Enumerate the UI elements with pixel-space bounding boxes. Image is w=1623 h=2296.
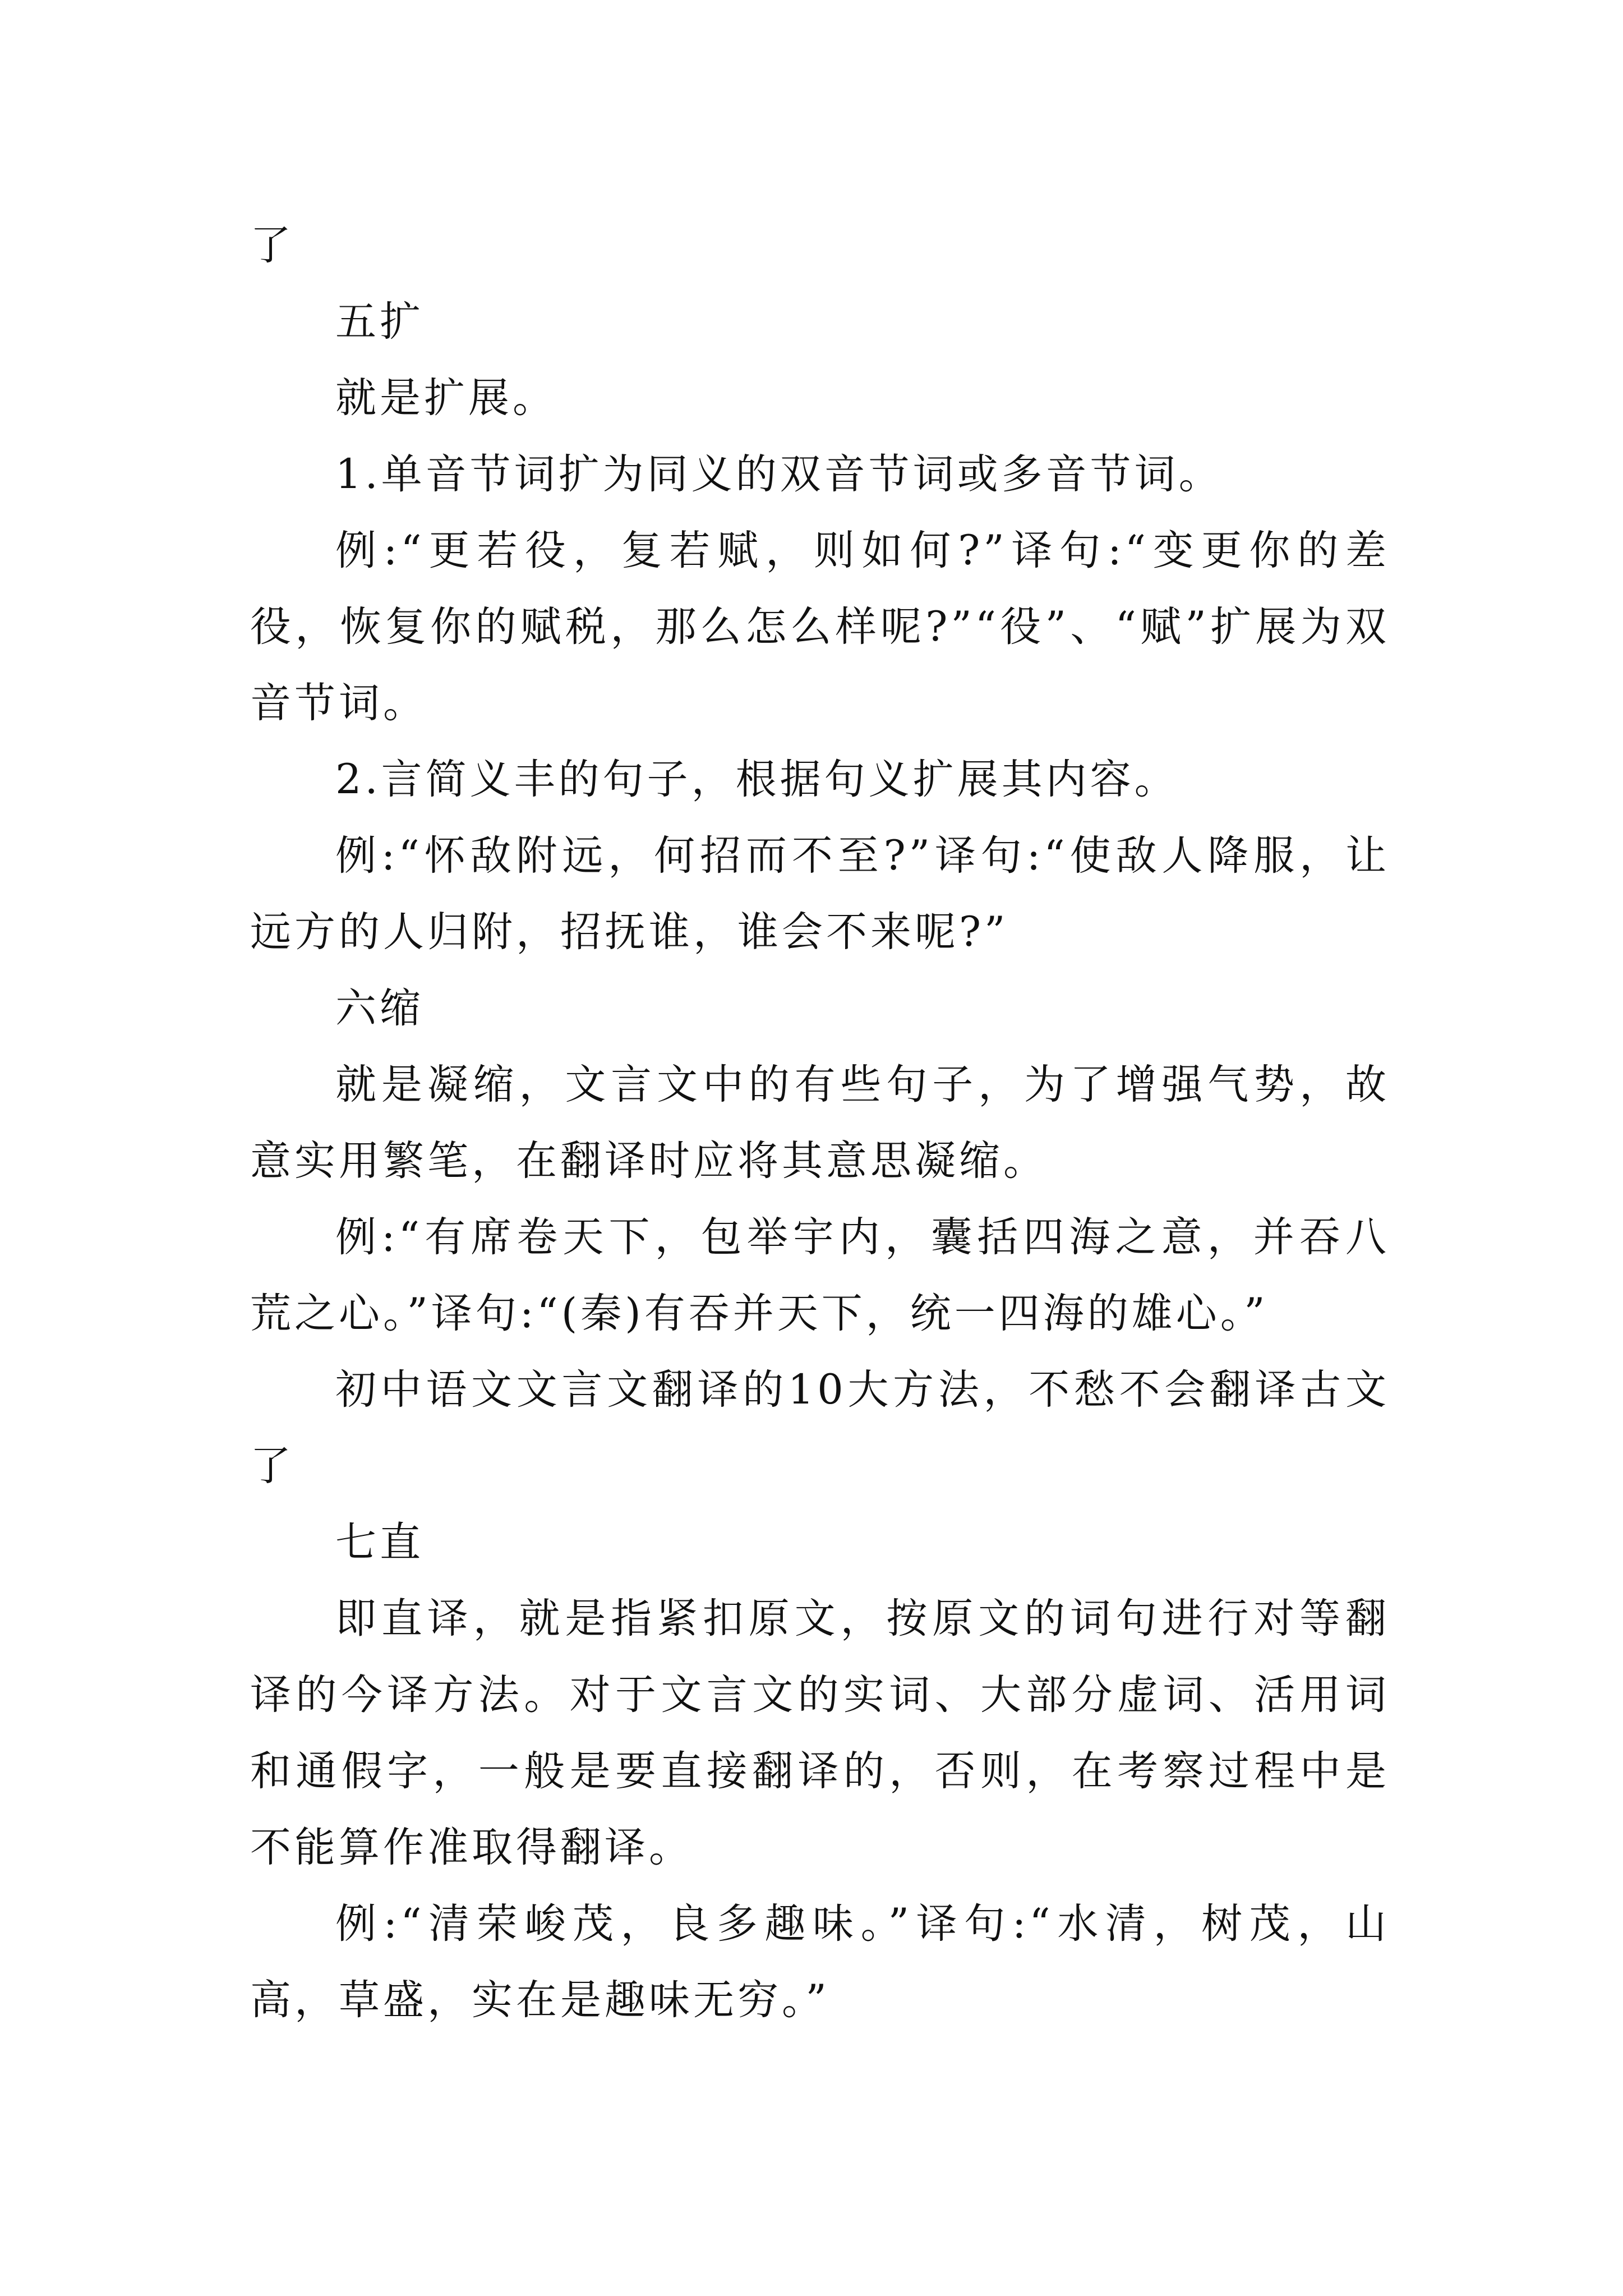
paragraph-definition: 就是扩展。 — [335, 374, 557, 422]
section-heading-wu-kuo: 五扩 — [335, 298, 424, 346]
paragraph-example: 例:“有席卷天下，包举宇内，囊括四海之意，并吞八荒之心。”译句:“(秦)有吞并天下，统一四海的雄心。” — [250, 1213, 1390, 1337]
document-body — [250, 208, 1390, 2039]
section-heading-liu-suo: 六缩 — [335, 984, 424, 1032]
paragraph-example: 例:“更若役，复若赋，则如何?”译句:“变更你的差役，恢复你的赋税，那么怎么样呢?”“役”、“赋”扩展为双音节词。 — [250, 527, 1390, 727]
paragraph-point-2: 2.言简义丰的句子，根据句义扩展其内容。 — [335, 756, 1179, 803]
paragraph-continuation: 了 — [250, 222, 294, 269]
section-heading-qi-zhi: 七直 — [335, 1519, 424, 1566]
paragraph-title-repeat: 初中语文文言文翻译的10大方法，不愁不会翻译古文了 — [250, 1366, 1390, 1490]
paragraph-example: 例:“清荣峻茂，良多趣味。”译句:“水清，树茂，山高，草盛，实在是趣味无穷。” — [250, 1900, 1390, 2024]
paragraph-point-1: 1.单音节词扩为同义的双音节词或多音节词。 — [335, 450, 1223, 498]
paragraph-definition: 即直译，就是指紧扣原文，按原文的词句进行对等翻译的今译方法。对于文言文的实词、大部分虚词、活用词和通假字，一般是要直接翻译的，否则，在考察过程中是不能算作准取得翻译。 — [250, 1595, 1390, 1871]
paragraph-definition: 就是凝缩，文言文中的有些句子，为了增强气势，故意实用繁笔，在翻译时应将其意思凝缩。 — [250, 1061, 1390, 1185]
paragraph-example: 例:“怀敌附远，何招而不至?”译句:“使敌人降服，让远方的人归附，招抚谁，谁会不来呢?” — [250, 832, 1390, 956]
